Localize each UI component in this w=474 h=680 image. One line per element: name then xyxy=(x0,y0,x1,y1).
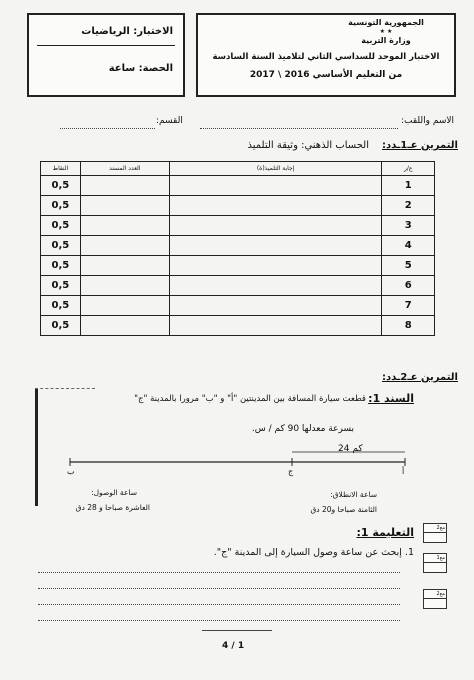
score-box xyxy=(423,589,447,609)
points-cell: 0,5 xyxy=(41,216,81,236)
points-cell: 0,5 xyxy=(41,196,81,216)
col-header-assigned: العدد المسند xyxy=(80,162,169,176)
row-number: 8 xyxy=(382,316,435,336)
table-row xyxy=(41,296,435,316)
answer-line[interactable] xyxy=(38,562,400,573)
republic-label: الجمهورية التونسية xyxy=(348,18,424,27)
points-cell: 0,5 xyxy=(41,296,81,316)
answer-table xyxy=(40,161,435,336)
answer-cell[interactable] xyxy=(169,176,382,196)
score-max: 2مع xyxy=(424,524,446,533)
row-number: 4 xyxy=(382,236,435,256)
col-header-points: النقاط xyxy=(41,162,81,176)
support-text: قطعت سيارة المسافة بين المدينتين "أ" و "ب" مرورا بالمدينة "ج" xyxy=(134,394,366,404)
exercise1-title: التمرين عـ1ـدد: xyxy=(382,140,458,151)
class-label: القسم: xyxy=(156,116,183,126)
table-row xyxy=(41,196,435,216)
city-a-label: أ xyxy=(402,467,405,476)
answer-line[interactable] xyxy=(38,578,400,589)
exam-year: من التعليم الأساسي 2016 \ 2017 xyxy=(249,70,403,80)
points-cell: 0,5 xyxy=(41,236,81,256)
assigned-cell[interactable] xyxy=(80,256,169,276)
table-row xyxy=(41,236,435,256)
assigned-cell[interactable] xyxy=(80,296,169,316)
footer-divider xyxy=(202,630,272,631)
instruction-label: التعليمة 1: xyxy=(356,526,414,539)
row-number: 3 xyxy=(382,216,435,236)
table-row xyxy=(41,276,435,296)
row-number: 2 xyxy=(382,196,435,216)
route-diagram xyxy=(60,440,420,480)
city-c-label: ج xyxy=(288,467,294,476)
divider xyxy=(37,45,175,46)
name-field[interactable] xyxy=(200,118,398,129)
answer-cell[interactable] xyxy=(169,316,382,336)
assigned-cell[interactable] xyxy=(80,276,169,296)
support-label: السند 1: xyxy=(368,392,414,405)
ministry-label: وزارة التربية xyxy=(361,36,411,45)
answer-cell[interactable] xyxy=(169,276,382,296)
row-number: 1 xyxy=(382,176,435,196)
points-cell: 0,5 xyxy=(41,256,81,276)
answer-line[interactable] xyxy=(38,594,400,605)
assigned-cell[interactable] xyxy=(80,196,169,216)
stars-decoration: ★ ★ xyxy=(379,28,393,35)
margin-divider xyxy=(35,388,95,389)
page-number: 4 / 1 xyxy=(222,641,245,651)
table-row xyxy=(41,256,435,276)
exam-subject: الاختبار: الرياضيات xyxy=(81,26,173,37)
exercise2-title: التمرين عـ2ـدد: xyxy=(382,372,458,383)
score-box xyxy=(423,553,447,573)
city-b-label: ب xyxy=(67,467,75,476)
arrival-label: ساعة الوصول: xyxy=(91,488,137,497)
points-cell: 0,5 xyxy=(41,316,81,336)
instruction-text: 1. إبحث عن ساعة وصول السيارة إلى المدينة "ج". xyxy=(213,547,414,558)
score-max: 1مع xyxy=(424,554,446,563)
name-label: الاسم واللقب: xyxy=(400,116,454,126)
exam-title-box xyxy=(196,13,456,97)
table-row xyxy=(41,216,435,236)
assigned-cell[interactable] xyxy=(80,316,169,336)
points-cell: 0,5 xyxy=(41,176,81,196)
assigned-cell[interactable] xyxy=(80,176,169,196)
row-number: 7 xyxy=(382,296,435,316)
answer-cell[interactable] xyxy=(169,296,382,316)
answer-cell[interactable] xyxy=(169,216,382,236)
assigned-cell[interactable] xyxy=(80,216,169,236)
exam-info-box xyxy=(27,13,185,97)
class-field[interactable] xyxy=(60,118,155,129)
table-row xyxy=(41,176,435,196)
answer-cell[interactable] xyxy=(169,256,382,276)
arrival-time: العاشرة صباحا و 28 دق xyxy=(75,503,150,512)
speed-text: بسرعة معدلها 90 كم / س. xyxy=(251,424,354,434)
answer-cell[interactable] xyxy=(169,236,382,256)
distance-label: 24 كم xyxy=(338,444,363,454)
answer-line[interactable] xyxy=(38,610,400,621)
exam-duration: الحصة: ساعة xyxy=(108,63,173,74)
margin-bar xyxy=(35,388,38,506)
table-row xyxy=(41,316,435,336)
col-header-answer: إجابة التلميذ(ة) xyxy=(169,162,382,176)
departure-time: الثامنة صباحا و20 دق xyxy=(310,505,377,514)
points-cell: 0,5 xyxy=(41,276,81,296)
exercise1-subtitle: الحساب الذهني: وثيقة التلميذ xyxy=(247,140,369,151)
assigned-cell[interactable] xyxy=(80,236,169,256)
col-header-number: ع/ر xyxy=(382,162,435,176)
score-box xyxy=(423,523,447,543)
answer-cell[interactable] xyxy=(169,196,382,216)
score-max: 2مع xyxy=(424,590,446,599)
row-number: 5 xyxy=(382,256,435,276)
row-number: 6 xyxy=(382,276,435,296)
exam-title: الاختبار الموحد للسداسي الثاني لتلاميذ السنة السادسة xyxy=(212,52,440,62)
departure-label: ساعة الانطلاق: xyxy=(330,490,377,499)
